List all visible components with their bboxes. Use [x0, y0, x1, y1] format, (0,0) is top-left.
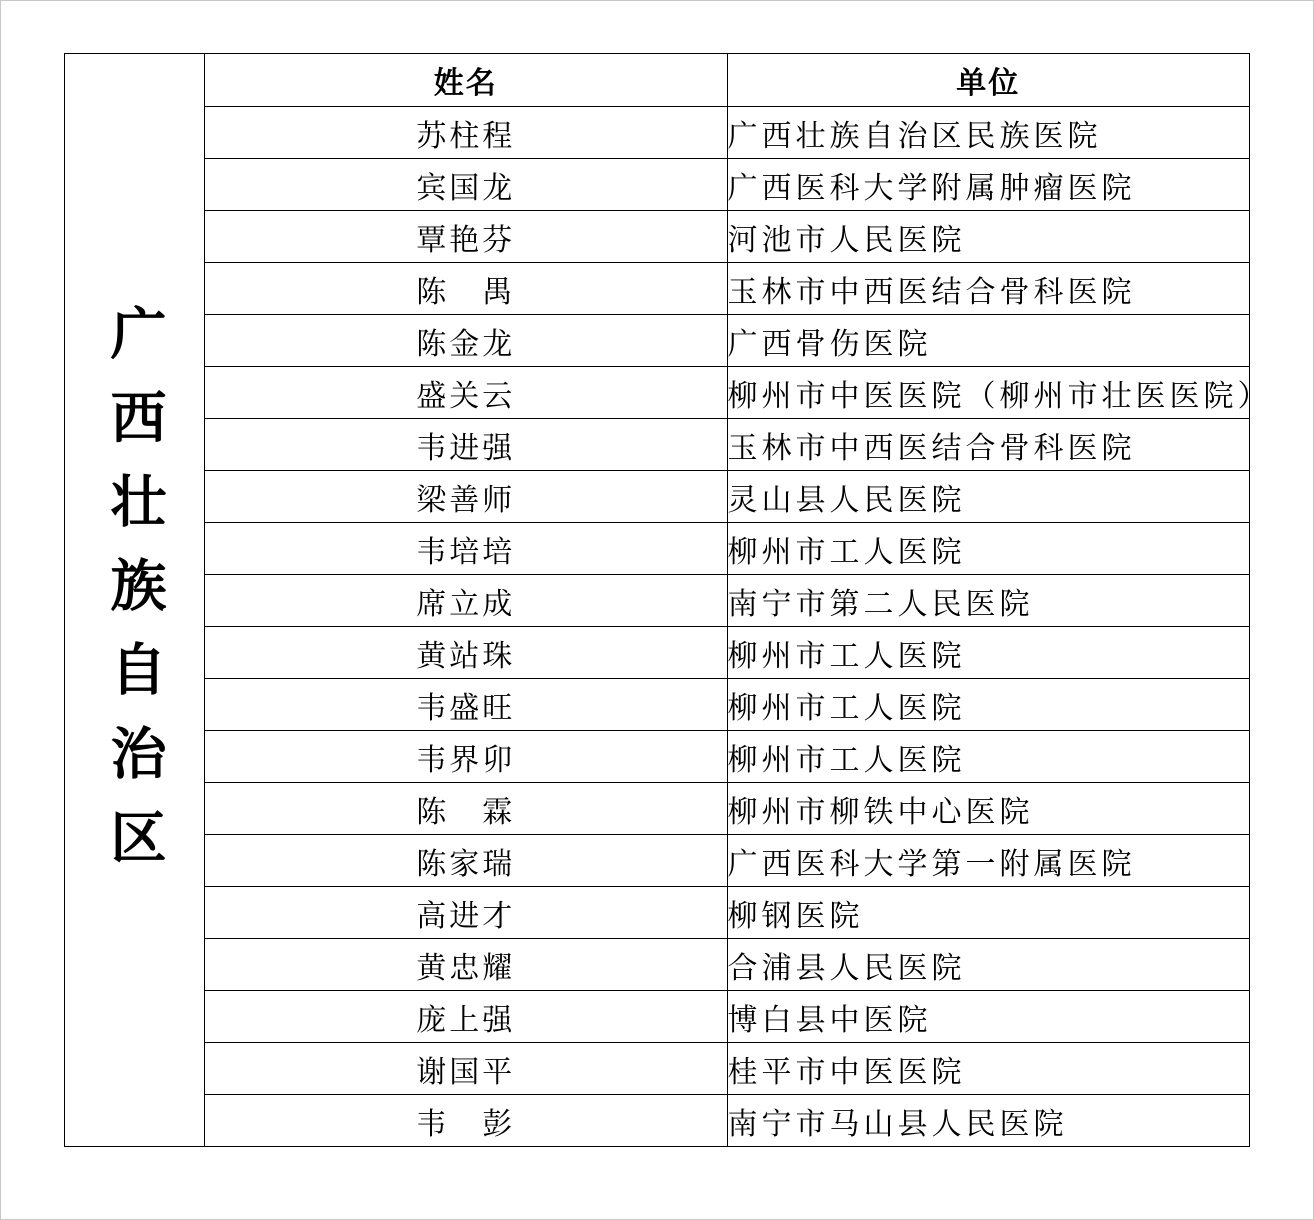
table-row: [65, 471, 1250, 523]
unit-cell: 南宁市马山县人民医院: [727, 1095, 1250, 1147]
name-cell: 苏柱程: [205, 107, 728, 159]
table-row: [65, 419, 1250, 471]
unit-cell: 灵山县人民医院: [727, 471, 1250, 523]
table-row: [65, 627, 1250, 679]
name-cell: 谢国平: [205, 1043, 728, 1095]
name-cell: 韦进强: [205, 419, 728, 471]
unit-cell: 玉林市中西医结合骨科医院: [727, 419, 1250, 471]
name-cell: 韦界卯: [205, 731, 728, 783]
table-row: [65, 211, 1250, 263]
name-cell: 韦 彭: [205, 1095, 728, 1147]
table-row: [65, 367, 1250, 419]
name-cell: 陈家瑞: [205, 835, 728, 887]
unit-cell: 合浦县人民医院: [727, 939, 1250, 991]
table-row: [65, 939, 1250, 991]
unit-cell: 柳州市工人医院: [727, 523, 1250, 575]
name-cell: 高进才: [205, 887, 728, 939]
name-cell: 韦盛旺: [205, 679, 728, 731]
name-cell: 陈 霖: [205, 783, 728, 835]
unit-cell: 柳州市柳铁中心医院: [727, 783, 1250, 835]
name-cell: 梁善师: [205, 471, 728, 523]
table-row: [65, 679, 1250, 731]
name-column-header: 姓名: [205, 54, 728, 107]
table-row: [65, 315, 1250, 367]
name-cell: 覃艳芬: [205, 211, 728, 263]
name-cell: 宾国龙: [205, 159, 728, 211]
unit-cell: 柳州市中医医院（柳州市壮医医院）: [727, 367, 1250, 419]
unit-cell: 广西壮族自治区民族医院: [727, 107, 1250, 159]
unit-cell: 桂平市中医医院: [727, 1043, 1250, 1095]
unit-column-header: 单位: [727, 54, 1250, 107]
name-cell: 庞上强: [205, 991, 728, 1043]
table-row: [65, 783, 1250, 835]
unit-cell: 河池市人民医院: [727, 211, 1250, 263]
unit-cell: 柳州市工人医院: [727, 731, 1250, 783]
roster-table: [64, 53, 1272, 1147]
unit-cell: 玉林市中西医结合骨科医院: [727, 263, 1250, 315]
table-row: [65, 887, 1250, 939]
unit-cell: 柳州市工人医院: [727, 679, 1250, 731]
unit-cell: 广西医科大学附属肿瘤医院: [727, 159, 1250, 211]
unit-cell: 广西医科大学第一附属医院: [727, 835, 1250, 887]
name-cell: 盛关云: [205, 367, 728, 419]
name-cell: 陈金龙: [205, 315, 728, 367]
region-cell: [65, 54, 205, 1147]
unit-cell: 南宁市第二人民医院: [727, 575, 1250, 627]
table-row: [65, 575, 1250, 627]
roster-body: [65, 54, 1272, 1147]
table-row: [65, 159, 1250, 211]
table-row: [65, 107, 1250, 159]
unit-cell: 柳州市工人医院: [727, 627, 1250, 679]
table-row: [65, 731, 1250, 783]
name-cell: 黄站珠: [205, 627, 728, 679]
name-cell: 陈 禺: [205, 263, 728, 315]
name-cell: 韦培培: [205, 523, 728, 575]
unit-cell: 广西骨伤医院: [727, 315, 1250, 367]
unit-cell: 博白县中医院: [727, 991, 1250, 1043]
header-row: [65, 54, 1250, 107]
table-row: [65, 523, 1250, 575]
table-row: [65, 991, 1250, 1043]
region-label: 广西壮族自治区: [101, 304, 168, 892]
table-row: [65, 1043, 1250, 1095]
table-row: [65, 1095, 1250, 1147]
table-row: [65, 263, 1250, 315]
name-cell: 席立成: [205, 575, 728, 627]
name-cell: 黄忠耀: [205, 939, 728, 991]
unit-cell: 柳钢医院: [727, 887, 1250, 939]
table-row: [65, 835, 1250, 887]
